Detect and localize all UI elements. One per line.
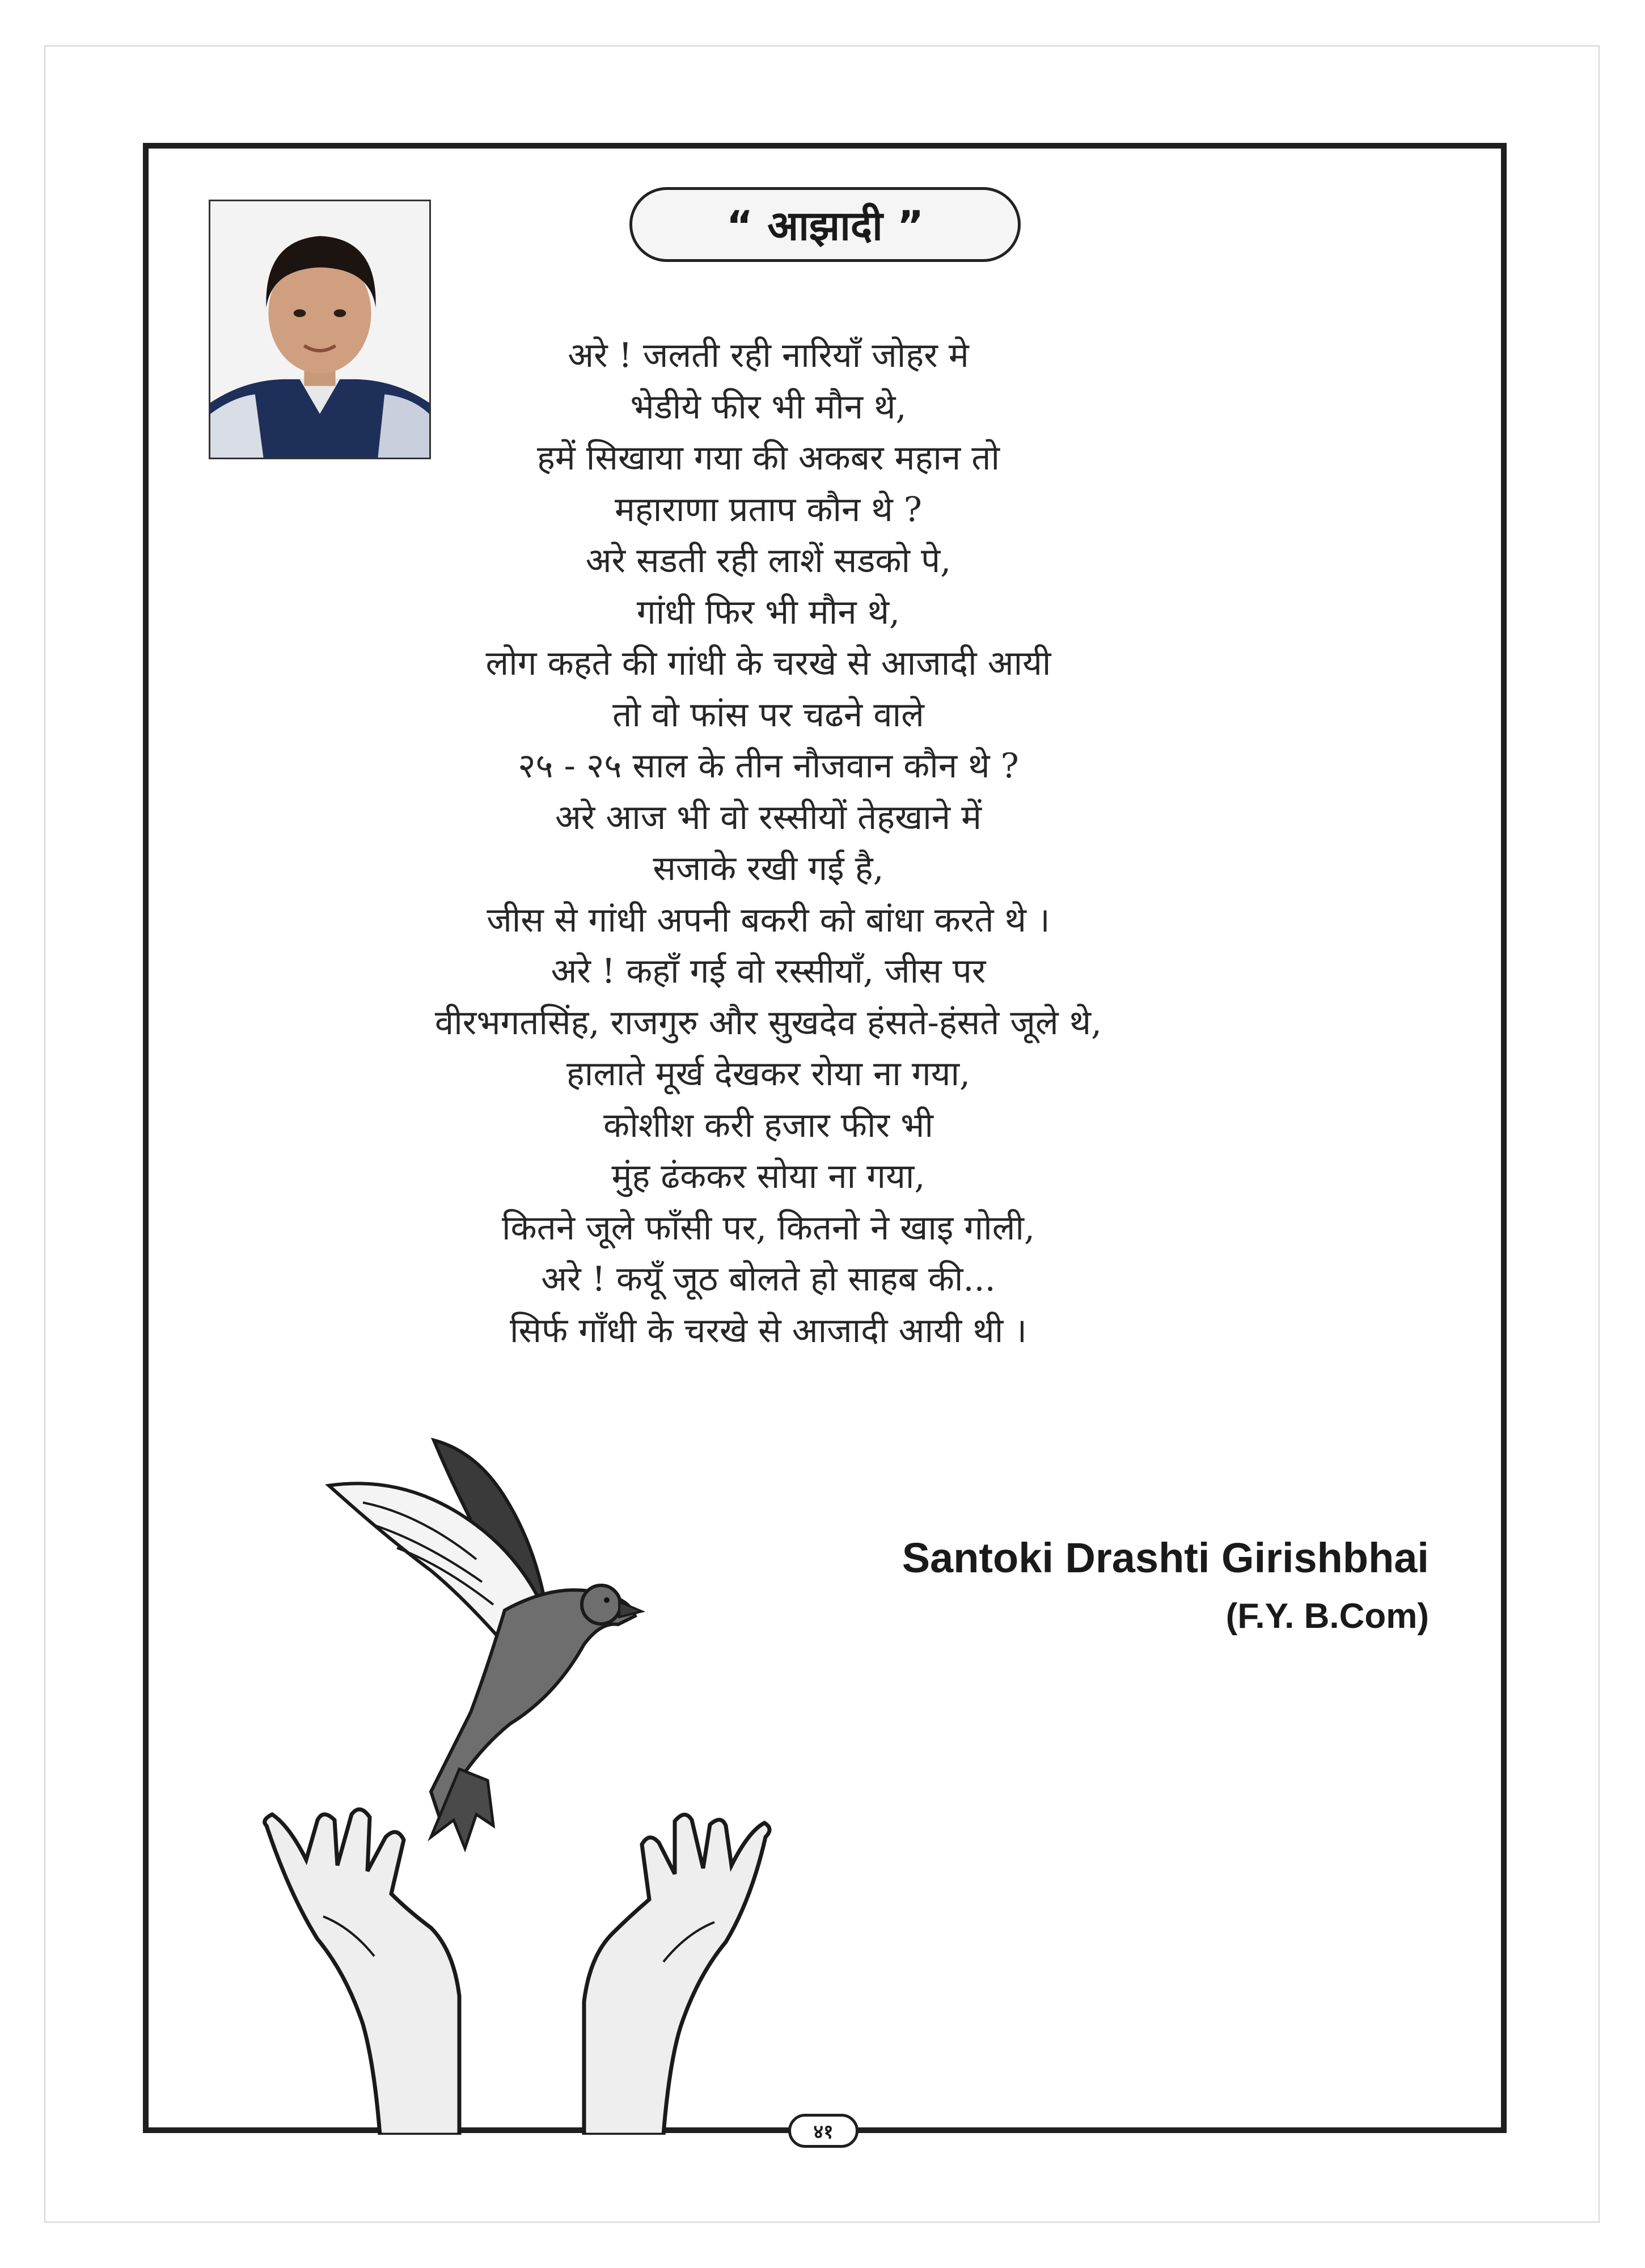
poem-line: महाराणा प्रताप कौन थे ? [615,489,922,530]
poem-line: २५ - २५ साल के तीन नौजवान कौन थे ? [518,746,1019,786]
poem-line: अरे सडती रही लाशें सडको पे, [585,541,952,581]
poem-line: अरे आज भी वो रस्सीयों तेहखाने में [555,797,982,837]
poem-line: सिर्फ गाँधी के चरखे से आजादी आयी थी । [509,1310,1027,1351]
poem-line: हालाते मूर्ख देखकर रोया ना गया, [566,1054,971,1094]
page-number-text: ४१ [813,2121,834,2143]
poem-line: अरे ! कयूँ जूठ बोलते हो साहब की... [541,1259,996,1299]
poem-line: तो वो फांस पर चढने वाले [612,695,924,735]
poem-line: वीरभगतसिंह, राजगुरु और सुखदेव हंसते-हंसते जूले थे, [434,1002,1102,1043]
page-number [788,2114,859,2148]
dove-and-hands-illustration [238,1429,794,2135]
poem-line: कोशीश करी हजार फीर भी [603,1105,933,1145]
poem-line: लोग कहते की गांधी के चरखे से आजादी आयी [485,644,1051,683]
dove-illustration [329,1440,642,1848]
poem-line: जीस से गांधी अपनी बकरी को बांधा करते थे । [487,900,1050,940]
poem-line: गांधी फिर भी मौन थे, [636,592,900,632]
poem-title [629,187,1021,262]
poem-line: कितने जूले फाँसी पर, कितनो ने खाइ गोली, [501,1208,1035,1248]
poem-body [340,330,1196,1356]
poem-line: अरे ! कहाँ गई वो रस्सीयाँ, जीस पर [551,951,986,991]
hands-illustration [265,1809,769,2135]
author-name: Santoki Drashti Girishbhai [902,1534,1429,1581]
poem-line: भेडीये फीर भी मौन थे, [630,387,907,427]
poem-line: अरे ! जलती रही नारियाँ जोहर मे [568,336,969,375]
poem-title-text: “ आझादी ” [726,202,924,249]
poem-line: सजाके रखी गई है, [653,849,884,888]
author-class: (F.Y. B.Com) [1225,1597,1429,1636]
poem-line: मुंह ढंककर सोया ना गया, [611,1157,925,1196]
poem-line: हमें सिखाया गया की अकबर महान तो [536,438,1000,478]
